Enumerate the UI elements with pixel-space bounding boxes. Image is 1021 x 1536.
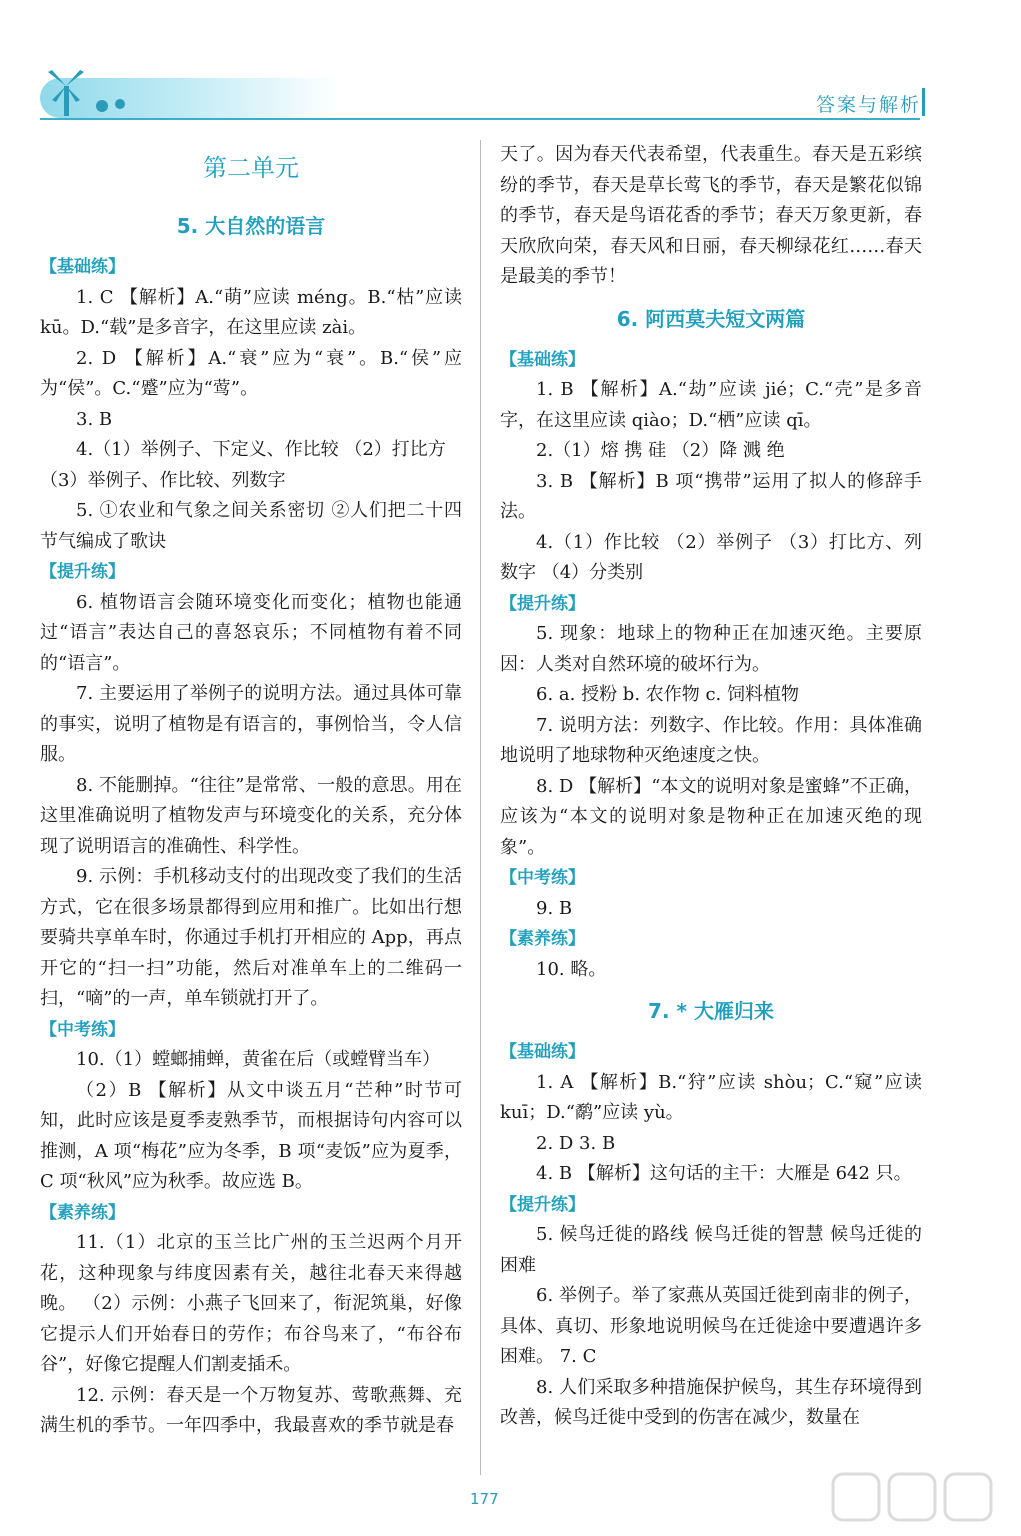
answer-paragraph: 6. 举例子。举了家燕从英国迁徙到南非的例子，具体、真切、形象地说明候鸟在迁徙途中要遭遇许多困难。 7. C: [500, 1285, 922, 1367]
section-tag: 【基础练】: [500, 349, 585, 370]
answer-paragraph: （3）举例子、作比较、列数字: [40, 469, 286, 491]
right-column: [500, 140, 922, 1434]
answer-paragraph: 1. B 【解析】A.“劫”应读 jié；C.“壳”是多音字，在这里应读 qiào；D.“栖”应读 qī。: [500, 379, 922, 431]
section-tag: 【基础练】: [40, 257, 125, 277]
answer-paragraph: 6. a. 授粉 b. 农作物 c. 饲料植物: [536, 684, 800, 705]
answer-paragraph: 8. D 【解析】“本文的说明对象是蜜蜂”不正确，应该为“本文的说明对象是物种正在加速灭绝的现象”。: [500, 775, 922, 858]
answer-paragraph: 12. 示例：春天是一个万物复苏、莺歌燕舞、充满生机的季节。一年四季中，我最喜欢的季节就是春: [40, 1384, 462, 1436]
answer-paragraph: 8. 不能删掉。“往往”是常常、一般的意思。用在这里准确说明了植物发声与环境变化的关系，充分体现了说明语言的准确性、科学性。: [40, 774, 462, 857]
answer-paragraph: 9. 示例：手机移动支付的出现改变了我们的生活方式，它在很多场景都得到应用和推广。比如出行想要骑共享单车时，你通过手机打开相应的 App，再点开它的“扫一扫”功能，然后对准单车上的二维码一扫，“嘀”的一声，单车锁就打开了。: [40, 866, 462, 1009]
answer-paragraph: 2. D 3. B: [536, 1132, 616, 1154]
answer-paragraph: 1. A 【解析】B.“狩”应读 shòu；C.“窥”应读 kuī；D.“鹬”应读 yù。: [500, 1071, 922, 1123]
answer-paragraph: 4.（1）举例子、下定义、作比较 （2）打比方: [76, 439, 446, 460]
answer-paragraph: 4.（1）作比较 （2）举例子 （3）打比方、列数字 （4）分类别: [500, 531, 922, 583]
lesson-title: 5. 大自然的语言: [176, 214, 326, 238]
lesson-title: 7. * 大雁归来: [648, 999, 774, 1023]
answer-paragraph: 1. C 【解析】A.“萌”应读 méng。B.“枯”应读 kū。D.“载”是多音字，在这里应读 zài。: [40, 286, 462, 338]
answer-paragraph: 2.（1）熔 携 硅 （2）降 溅 绝: [536, 440, 785, 461]
answer-paragraph: 5. ①农业和气象之间关系密切 ②人们把二十四节气编成了歌诀: [40, 500, 462, 552]
page-number: 177: [470, 1490, 499, 1508]
windmill-icon: [42, 68, 142, 118]
header-rule: [40, 118, 920, 120]
header-tab-mark: [922, 88, 925, 116]
answer-paragraph: 天了。因为春天代表希望，代表重生。春天是五彩缤纷的季节，春天是草长莺飞的季节，春天是繁花似锦的季节，春天是鸟语花香的季节；春天万象更新，春天欣欣向荣，春天风和日丽，春天柳绿花红……春天是最美的季节！: [500, 144, 922, 287]
section-tag: 【中考练】: [40, 1019, 125, 1040]
left-column: [40, 140, 462, 1442]
answer-paragraph: 10. 略。: [536, 958, 607, 980]
answer-paragraph: 7. 主要运用了举例子的说明方法。通过具体可靠的事实，说明了植物是有语言的，事例恰当，令人信服。: [40, 683, 462, 765]
section-tag: 【提升练】: [500, 1194, 585, 1215]
section-tag: 【中考练】: [500, 868, 585, 888]
answer-paragraph: 5. 现象：地球上的物种正在加速灭绝。主要原因：人类对自然环境的破坏行为。: [500, 623, 922, 675]
answer-paragraph: 5. 候鸟迁徙的路线 候鸟迁徙的智慧 候鸟迁徙的困难: [500, 1224, 922, 1276]
section-tag: 【素养练】: [500, 929, 585, 949]
answer-paragraph: 2. D 【解析】A.“衰”应为“衰”。B.“侯”应为“侯”。C.“蹙”应为“莺”。: [40, 347, 462, 399]
answer-paragraph: 10.（1）螳螂捕蝉，黄雀在后（或螳臂当车）: [76, 1049, 441, 1070]
answer-paragraph: 6. 植物语言会随环境变化而变化；植物也能通过“语言”表达自己的喜怒哀乐；不同植物有着不同的“语言”。: [40, 591, 462, 674]
section-tag: 【基础练】: [500, 1042, 585, 1062]
answer-paragraph: 9. B: [536, 897, 573, 919]
section-tag: 【提升练】: [500, 593, 585, 614]
section-tag: 【提升练】: [40, 562, 125, 582]
section-tag: 【素养练】: [40, 1202, 125, 1223]
answer-paragraph: 7. 说明方法：列数字、作比较。作用：具体准确地说明了地球物种灭绝速度之快。: [500, 714, 922, 766]
answer-paragraph: （2）B 【解析】从文中谈五月“芒种”时节可知，此时应该是夏季麦熟季节，而根据诗句内容可以推测，A 项“梅花”应为冬季，B 项“麦饭”应为夏季，C 项“秋风”应为秋季。故应选 B。: [40, 1079, 462, 1192]
page-header: [0, 0, 1021, 130]
lesson-title: 6. 阿西莫夫短文两篇: [616, 306, 806, 331]
column-divider: [480, 140, 481, 1475]
left-column-body: [40, 252, 462, 1442]
answer-paragraph: 3. B 【解析】B 项“携带”运用了拟人的修辞手法。: [500, 470, 922, 522]
header-title: 答案与解析: [815, 94, 921, 116]
answer-paragraph: 3. B: [76, 408, 113, 430]
unit-title: 第二单元: [203, 154, 299, 182]
answer-paragraph: 11.（1）北京的玉兰比广州的玉兰迟两个月开花，这种现象与纬度因素有关，越往北春天来得越晚。 （2）示例：小燕子飞回来了，衔泥筑巢，好像它提示人们开始春日的劳作；布谷鸟来了，“布谷布谷”，好像它提醒人们割麦插禾。: [40, 1232, 462, 1375]
answer-paragraph: 4. B 【解析】这句话的主干：大雁是 642 只。: [536, 1163, 912, 1184]
watermark-logo: [831, 1470, 1001, 1530]
right-column-body: [500, 140, 922, 1434]
answer-paragraph: 8. 人们采取多种措施保护候鸟，其生存环境得到改善，候鸟迁徙中受到的伤害在减少，数量在: [500, 1376, 922, 1428]
